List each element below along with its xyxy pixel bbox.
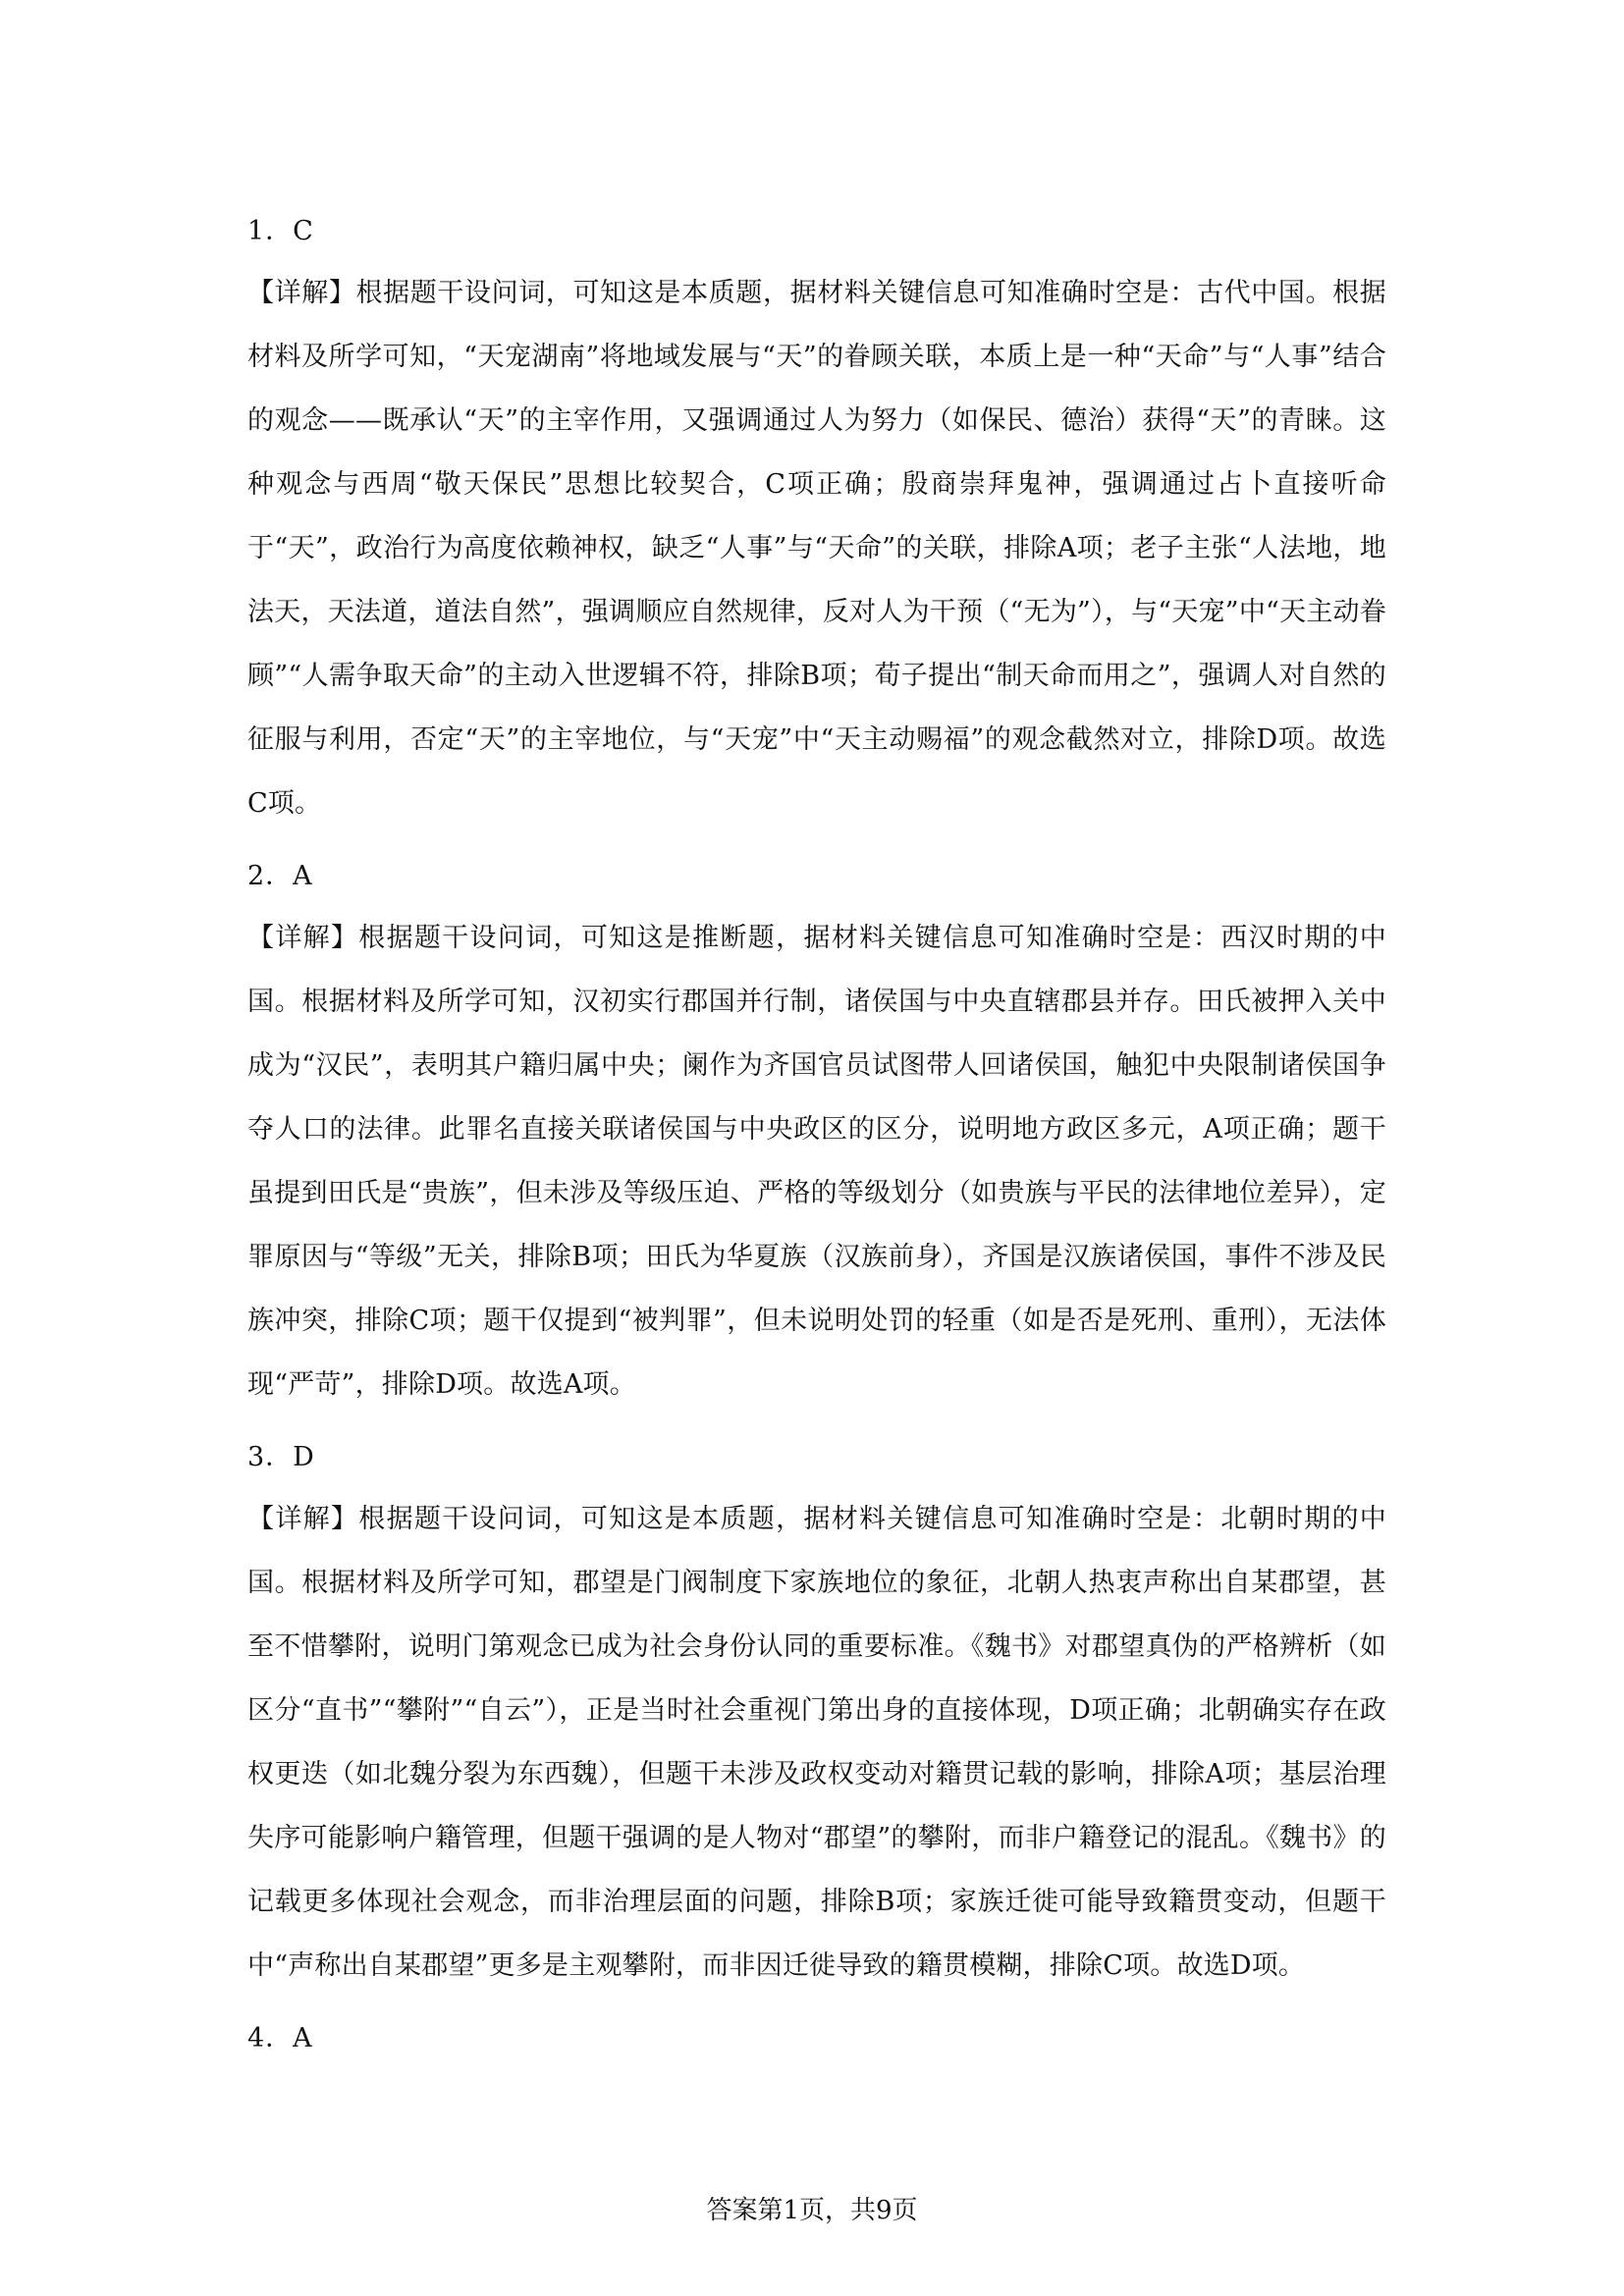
question-3-answer: 3．D xyxy=(247,1442,315,1472)
question-4-answer: 4．A xyxy=(247,2023,313,2054)
question-2-answer: 2．A xyxy=(247,861,313,891)
question-4 xyxy=(247,2017,1386,2060)
question-1 xyxy=(247,210,1386,835)
question-1-answer: 1．C xyxy=(247,216,314,246)
page-footer: 答案第1页，共9页 xyxy=(706,2196,918,2225)
question-2 xyxy=(247,855,1386,1416)
question-1-explanation: 【详解】根据题干设问词，可知这是本质题，据材料关键信息可知准确时空是：古代中国。根据材料及所学可知，“天宠湖南”将地域发展与“天”的眷顾关联，本质上是一种“天命”与“人事”结合的观念——既承认“天”的主宰作用，又强调通过人为努力（如保民、德治）获得“天”的青睐。这种观念与西周“敬天保民”思想比较契合，C项正确；殷商崇拜鬼神，强调通过占卜直接听命于“天”，政治行为高度依赖神权，缺乏“人事”与“天命”的关联，排除A项；老子主张“人法地，地法天，天法道，道法自然”，强调顺应自然规律，反对人为干预（“无为”），与“天宠”中“天主动眷顾”“人需争取天命”的主动入世逻辑不符，排除B项；荀子提出“制天命而用之”，强调人对自然的征服与利用，否定“天”的主宰地位，与“天宠”中“天主动赐福”的观念截然对立，排除D项。故选C项。 xyxy=(247,278,1386,819)
question-2-explanation: 【详解】根据题干设问词，可知这是推断题，据材料关键信息可知准确时空是：西汉时期的中国。根据材料及所学可知，汉初实行郡国并行制，诸侯国与中央直辖郡县并存。田氏被押入关中成为“汉民”，表明其户籍归属中央；阑作为齐国官员试图带人回诸侯国，触犯中央限制诸侯国争夺人口的法律。此罪名直接关联诸侯国与中央政区的区分，说明地方政区多元，A项正确；题干虽提到田氏是“贵族”，但未涉及等级压迫、严格的等级划分（如贵族与平民的法律地位差异），定罪原因与“等级”无关，排除B项；田氏为华夏族（汉族前身），齐国是汉族诸侯国，事件不涉及民族冲突，排除C项；题干仅提到“被判罪”，但未说明处罚的轻重（如是否是死刑、重刑），无法体现“严苛”，排除D项。故选A项。 xyxy=(247,923,1386,1400)
answer-document xyxy=(247,210,1386,2080)
question-3-explanation: 【详解】根据题干设问词，可知这是本质题，据材料关键信息可知准确时空是：北朝时期的中国。根据材料及所学可知，郡望是门阀制度下家族地位的象征，北朝人热衷声称出自某郡望，甚至不惜攀附，说明门第观念已成为社会身份认同的重要标准。《魏书》对郡望真伪的严格辨析（如区分“直书”“攀附”“自云”），正是当时社会重视门第出身的直接体现，D项正确；北朝确实存在政权更迭（如北魏分裂为东西魏），但题干未涉及政权变动对籍贯记载的影响，排除A项；基层治理失序可能影响户籍管理，但题干强调的是人物对“郡望”的攀附，而非户籍登记的混乱。《魏书》的记载更多体现社会观念，而非治理层面的问题，排除B项；家族迁徙可能导致籍贯变动，但题干中“声称出自某郡望”更多是主观攀附，而非因迁徙导致的籍贯模糊，排除C项。故选D项。 xyxy=(247,1504,1386,1981)
question-3 xyxy=(247,1436,1386,1998)
